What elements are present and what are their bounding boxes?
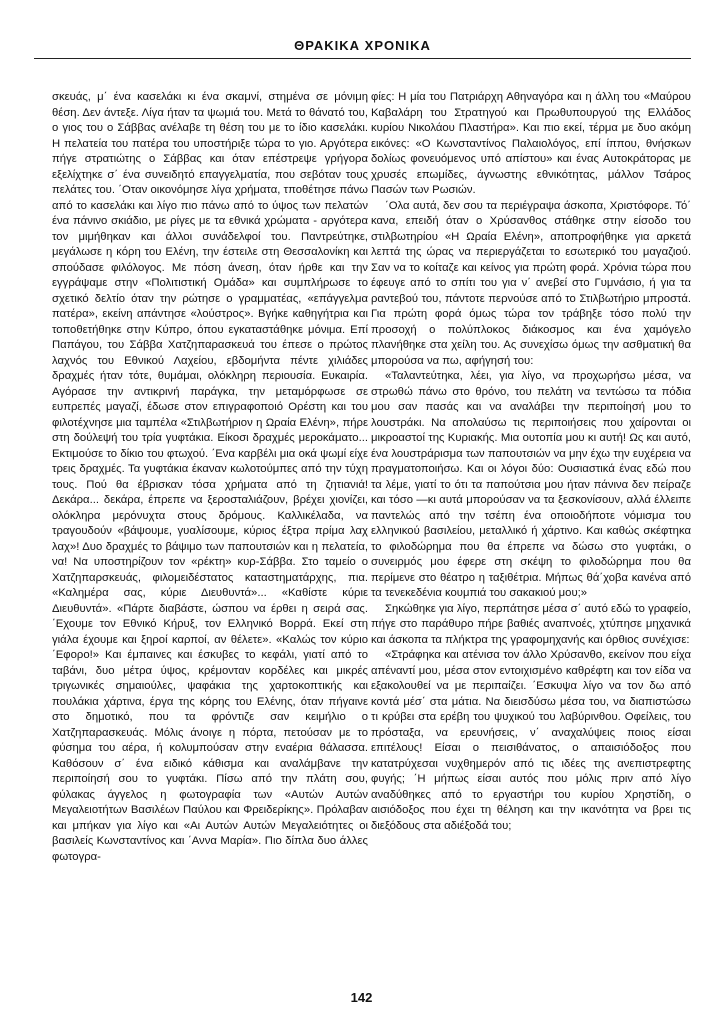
paragraph: Σηκώθηκε για λίγο, περπάτησε μέσα σ΄ αυτό εδώ το γραφείο, πήγε στο παράθυρο πήρε βαθιές αναπνοές, χτύπησε μηχανικά και άσκοπα τα πλήκτρα της γραφομηχανής και όρθιος συνέχισε:	[371, 602, 691, 646]
page-number: 142	[350, 990, 373, 1005]
paragraph: «Ταλαντεύτηκα, λέει, για λίγο, να προχωρήσω μέσα, να στρωθώ πάνω στο θρόνο, του πελάτη να τεντώσω τα πόδια μου σαν πασάς και να αναλάβει την περιποίησή μου το λουστράκι. Να απολαύσω τις περιποιήσεις που χαίρονται οι μικροαστοί της Κυριακής. Μια ουτοπία μου κι αυτή! Ως και αυτό, ένα λουστράρισμα των παπουτσιών να μην έχω την ευχέρεια να πραγματοποιήσω. Και οι λόγοι δύο: Ουσιαστικά ένας εδώ που τα λέμε, γιατί το ότι τα παπούτσια μου ήταν πάνινα δεν πείραζε και τόσο —κι αυτά μπορούσαν να τα ξεσκονίσουν, αλλά έλλειπε παντελώς από την τσέπη ένα οποιοδήποτε νόμισμα του ελληνικού βασιλείου, μεταλλικό ή χάρτινο. Και καθώς σκέφτηκα το φιλοδώρημα που θα έπρεπε να δώσω στο γυφτάκι, ο συνειρμός μου έφερε στη σκέψη το φιλοδώρημα που θα περίμενε στο θέατρο η ταξιθέτρια. Μήπως θά΄χοβα κανένα από τα τενεκεδένια κουμπιά του σακακιού μου;»	[371, 370, 691, 599]
paragraph: «Στράφηκα και ατένισα τον άλλο Χρύσανθο, εκείνον που είχα απέναντί μου, μέσα στον εντοιχισμένο καθρέφτη και τον είδα να εξακολουθεί να με περιπαίζει. ΄Εσκυψα λίγο να τον δω από κοντά μέσ΄ στα μάτια. Να διεισδύσω μέσα του, να διαπιστώσω τι κρύβει στα ερέβη του ψυχικού του λαβύρινθου. Οφείλεις, του πρόσταξα, να ερευνήσεις, ν΄ αναχαλύψεις ποιος είσαι επιτέλους! Είσαι ο πεισιθάνατος, ο απαισιόδοξος που κατατρύχεσαι νυχθημερόν από τις ιδέες της ανεπιστρεφτης φυγής; ΄Η μήπως είσαι αυτός που μόλις πριν από λίγο αναδύθηκες από το εργαστήρι του κυρίου Χρηστίδη, ο αισιόδοξος που έχει τη θέληση και την ικανότητα να βρει τις διεξόδους στα αδιέξοδά του;	[371, 649, 691, 832]
paragraph: σκευάς, μ΄ ένα κασελάκι κι ένα σκαμνί, στημένα σε μόνιμη θέση. Δεν άντεξε. Λίγα ήταν τα ψωμιά του. Μετά το θάνατό του, ο γιος του ο Σάββας ανέλαβε τη θέση του με το ίδιο κασελάκι. Η πελατεία του πατέρα του υποστήριξε τώρα το γιο. Αργότερα πήγε στρατιώτης ο Σάββας και όταν επέστρεψε γρήγορα εξελίχτηκε σ΄ ένα συνειδητό επαγγελματία, που σεβόταν τους πελάτες του. ΄Οταν οικονόμησε λίγα χρήματα, τποθέτησε πάνω από το κασελάκι και λίγο πιο πάνω από το ύψος των πελατών ένα πάνινο σκιάδιο, με ρίγες με τα εθνικά χρώματα - αργότερα τον μιμήθηκαν και άλλοι συνάδελφοί του. Παντρεύτηκε, μεγάλωσε η κόρη του Ελένη, την έστειλε στη Θεσσαλονίκη και σπούδασε φιλόλογος. Με πόση άνεση, όταν ήρθε και την εγγράψαμε στην «Πολιτιστική Ομάδα» και συμπλήρωσε το σχετικό δελτίο όταν την ρώτησε ο γραμματέας, «επάγγελμα πατέρα», εκείνη απάντησε «λούστρος». Βγήκε καθηγήτρια και τοποθετήθηκε στην Κύπρο, όπου εγκαταστάθηκε μόνιμα. Επί Παπάγου, του Σάββα Χατζηπαρασκευά του έπεσε ο πρώτος λαχνός του Εθνικού Λαχείου, εβδομήντα πέντε χιλιάδες δραχμές ήταν τότε, θυμάμαι, ολόκληρη περιουσία. Ευκαιρία. Αγόρασε την αντικρινή παράγκα, την μεταμόρφωσε σε ευπρεπές μαγαζί, έδωσε στον επιγραφοποιό Ορέστη και του φιλοτέχνησε μια ταμπέλα «Στιλβωτήριον η Ωραία Ελένη», πήρε στη δούλεψή του τρία γυφτάκια. Είκοσι δραχμές μεροκάματο... Εκτιμούσε το δίκιο του φτωχού. ΄Ενα καρβέλι μια οκά ψωμί είχε τρεις δραχμές. Τα γυφτάκια έκαναν κωλοτούμπες από την τύχη τους. Πού θα έβρισκαν τόσα χρήματα από τη ζητιανιά! Δεκάρα... δεκάρα, έπρεπε να ξεροσταλιάζουν, βρέχει χιονίζει, ολόκληρα μερόνυχτα στους δρόμους. Καλλικέλαδα, να τραγουδούν «βάψουμε, γυαλίσουμε, κύριος έξτρα πρίμα λαχ λαχ»! Δυο δραχμές το βάψιμο των παπουτσιών και η πελατεία, να! Να υποστηρίζουν τον «ρέκτη» κυρ-Σάββα. Στο ταμείο ο Χατζηπαρσκευάς, φιλομειδέστατος καταστηματάρχης, πια. «Καλημέρα σας, κύριε Διευθυντά»... «Καθίστε κύριε Διευθυντά». «Πάρτε διαβάστε, ώσπου να έρθει η σειρά σας. ΄Εχουμε τον Εθνικό Κήρυξ, τον Ελληνικό Βορρά. Εκεί στη γιάλα έχουμε και ξηροί καρποί, αν θέλετε». «Καλώς τον κύριο ΄Εφορο!» Και έμπαινες και έσκυβες το κεφάλι, γιατί από το ταβάνι, δυο μέτρα ύψος, κρέμονταν κορδέλες και μικρές τριγωνικές σημαιούλες, ψαφάκια της χαρτοκοπτικής και πουλάκια χάρτινα, έργα της κόρης του Ελένης, όταν πήγαινε στο δημοτικό, που τα φρόντιζε σαν κειμήλιο ο Χατζηπαρασκευάς. Μόλις άνοιγε η πόρτα, πετούσαν με το φύσημα του αέρα, ή κολυμπούσαν στην εναέρια θάλασσα. Καθόσουν σ΄ ένα ειδικό κάθισμα και αναλάμβανε την περιποίησή σου το γυφτάκι. Πίσω από την πλάτη σου, φύλακας άγγελος η φωτογραφία των «Αυτών Αυτών Μεγαλειοτήτων Βασιλέων Παύλου και Φρειδερίκης». Πρόλαβαν και μπήκαν για λίγο και «Αι Αυτών Αυτών Μεγαλειότητες οι βασιλείς Κωνσταντίνος και ΄Αννα Μαρία». Πιο δίπλα δυο άλλες φωτογρα-	[52, 91, 368, 863]
header-rule	[34, 58, 691, 59]
paragraph: φίες: Η μία του Πατριάρχη Αθηναγόρα και η άλλη του «Μαύρου Καβαλάρη του Στρατηγού και Πρωθυπουργού της Ελλάδος κυρίου Νικολάου Πλαστήρα». Και πιο εκεί, τέρμα με δυο ακόμη εικόνες: «Ο Κωνσταντίνος Παλαιολόγος, επί ίππου, θνήσκων δολίως φονευόμενος υπό απίστου» και ένας Αυτοκράτορας με χρυσές επωμίδες, άγνωστης εθνικότητας, μάλλον Τσάρος Πασών των Ρωσιών.	[371, 91, 691, 196]
running-header: ΘΡΑΚΙΚΑ ΧΡΟΝΙΚΑ	[294, 38, 431, 53]
left-column	[52, 90, 368, 865]
paragraph: ΄Ολα αυτά, δεν σου τα περιέγραψα άσκοπα, Χριστόφορε. Τό΄ κανα, επειδή όταν ο Χρύσανθος στάθηκε στην είσοδο του στιλβωτηρίου «Η Ωραία Ελένη», αποπροφήθηκε για αρκετά λεπτά της ώρας να περιεργάζεται το εσωτερικό του μαγαζιού. Σαν να το κοίταζε και κείνος για πρώτη φορά. Χρόνια τώρα που έφευγε από το σπίτι του για ν΄ ανεβεί στο Γυμνάσιο, ή για τα ραντεβού του, πάντοτε περνούσε από το Στιλβωτήριο μπροστά. Για πρώτη φορά όμως τώρα τον τράβηξε τόσο πολύ την προσοχή ο πολύπλοκος διάκοσμος και ένα χαμόγελο πλανήθηκε στα χείλη του. Ας συνεχίσω όμως την ασθματική θα μπορούσα να πω, αφήγησή του:	[371, 199, 691, 367]
right-column	[371, 90, 691, 834]
